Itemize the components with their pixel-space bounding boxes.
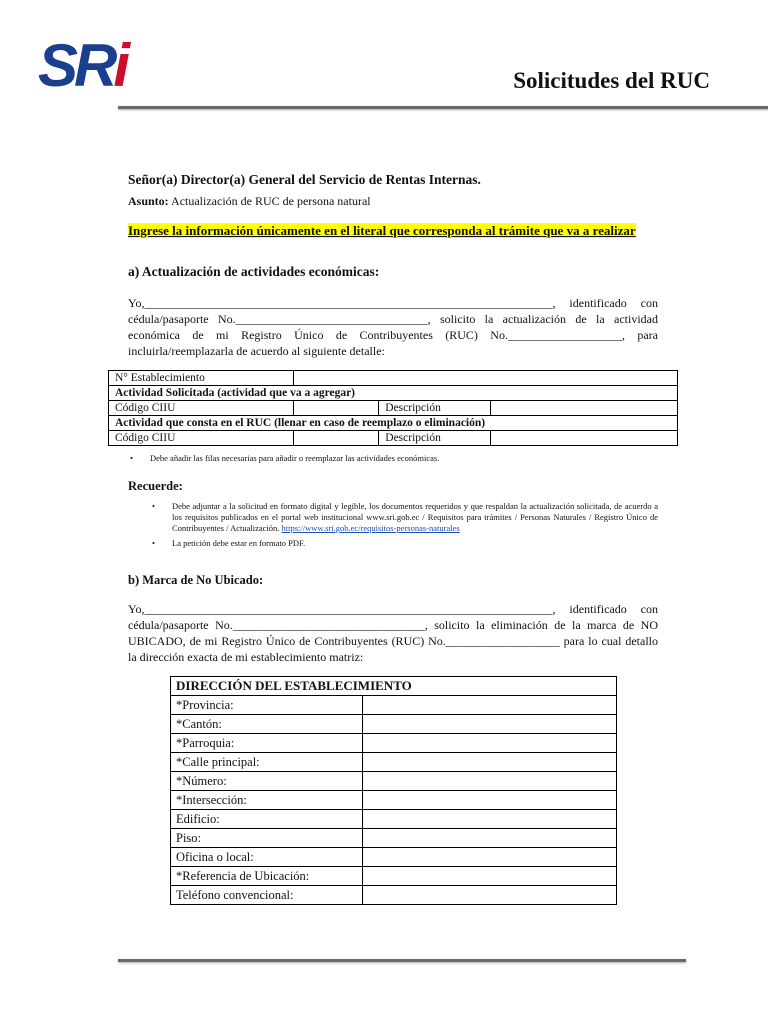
table-note: • Debe añadir las filas necesarias para añadir o reemplazar las actividades económicas. bbox=[128, 453, 658, 464]
addressee: Señor(a) Director(a) General del Servicio de Rentas Internas. bbox=[128, 172, 481, 187]
subject-line bbox=[128, 194, 658, 209]
table-row bbox=[109, 371, 678, 386]
table-note-list bbox=[128, 453, 658, 464]
address-field-input[interactable] bbox=[362, 772, 616, 791]
address-field-input[interactable] bbox=[362, 715, 616, 734]
reminder-list bbox=[150, 501, 658, 549]
footer-divider bbox=[118, 959, 686, 962]
table-row bbox=[109, 416, 678, 431]
address-field-input[interactable] bbox=[362, 791, 616, 810]
address-field-label: Piso: bbox=[171, 829, 363, 848]
table-row bbox=[171, 867, 617, 886]
table-row bbox=[171, 848, 617, 867]
establishment-label: N° Establecimiento bbox=[109, 371, 294, 386]
section-b-title: b) Marca de No Ubicado: bbox=[128, 573, 264, 587]
requested-activity-header: Actividad Solicitada (actividad que va a agregar) bbox=[109, 386, 678, 401]
table-row bbox=[171, 772, 617, 791]
table-row bbox=[171, 677, 617, 696]
header-divider bbox=[118, 106, 768, 109]
section-a-paragraph: Yo,____________________________________________________________________, identificado con cédula/pasaporte No.________________________________, solicito la actualización de la actividad económica de mi Registro Único de Contribuyentes (RUC) No.___________________, para incluirla/reemplazarla de acuerdo al siguiente detalle: bbox=[128, 296, 658, 358]
highlighted-notice: Ingrese la información únicamente en el literal que corresponda al trámite que va a realizar bbox=[128, 223, 636, 238]
table-row bbox=[171, 734, 617, 753]
address-table bbox=[170, 676, 617, 905]
address-field-label: *Número: bbox=[171, 772, 363, 791]
table-row bbox=[171, 810, 617, 829]
table-row bbox=[109, 431, 678, 446]
reminder-title: Recuerde: bbox=[128, 479, 183, 493]
address-field-input[interactable] bbox=[362, 886, 616, 905]
address-field-label: Teléfono convencional: bbox=[171, 886, 363, 905]
address-table-header: DIRECCIÓN DEL ESTABLECIMIENTO bbox=[171, 677, 617, 696]
address-field-input[interactable] bbox=[362, 848, 616, 867]
address-field-input[interactable] bbox=[362, 867, 616, 886]
address-field-input[interactable] bbox=[362, 810, 616, 829]
list-item: • La petición debe estar en formato PDF. bbox=[150, 538, 658, 549]
address-field-label: Edificio: bbox=[171, 810, 363, 829]
table-row bbox=[171, 715, 617, 734]
table-row bbox=[171, 791, 617, 810]
list-item: • Debe adjuntar a la solicitud en formato digital y legible, los documentos requeridos y que respaldan la actualización solicitada, de acuerdo a los requisitos publicados en el portal web institucional www.sri.gob.ec / Requisitos para trámites / Personas Naturales / Registro Único de Contribuyentes / Actualización. https://www.sri.gob.ec/requisitos-personas-naturales bbox=[150, 501, 658, 534]
activities-table bbox=[108, 370, 678, 446]
establishment-field[interactable] bbox=[293, 371, 677, 386]
ciiu-field[interactable] bbox=[293, 431, 378, 446]
requirements-link[interactable]: https://www.sri.gob.ec/requisitos-personas-naturales bbox=[281, 523, 460, 533]
ciiu-field[interactable] bbox=[293, 401, 378, 416]
sri-logo: SRi bbox=[38, 32, 127, 99]
description-field[interactable] bbox=[491, 401, 678, 416]
address-field-input[interactable] bbox=[362, 753, 616, 772]
table-row bbox=[171, 829, 617, 848]
address-field-label: *Referencia de Ubicación: bbox=[171, 867, 363, 886]
address-field-label: *Provincia: bbox=[171, 696, 363, 715]
address-field-label: *Intersección: bbox=[171, 791, 363, 810]
address-field-input[interactable] bbox=[362, 696, 616, 715]
address-field-input[interactable] bbox=[362, 829, 616, 848]
address-field-input[interactable] bbox=[362, 734, 616, 753]
address-field-label: Oficina o local: bbox=[171, 848, 363, 867]
description-field[interactable] bbox=[491, 431, 678, 446]
ciiu-label: Código CIIU bbox=[109, 401, 294, 416]
table-row bbox=[171, 753, 617, 772]
existing-activity-header: Actividad que consta en el RUC (llenar en caso de reemplazo o eliminación) bbox=[109, 416, 678, 431]
subject-label: Asunto: bbox=[128, 194, 169, 208]
ciiu-label: Código CIIU bbox=[109, 431, 294, 446]
table-row bbox=[171, 696, 617, 715]
page-title: Solicitudes del RUC bbox=[513, 68, 710, 93]
table-row bbox=[109, 401, 678, 416]
subject-value: Actualización de RUC de persona natural bbox=[168, 194, 371, 208]
address-field-label: *Parroquia: bbox=[171, 734, 363, 753]
description-label: Descripción bbox=[379, 401, 491, 416]
table-row bbox=[109, 386, 678, 401]
section-a-title: a) Actualización de actividades económicas: bbox=[128, 264, 380, 279]
address-field-label: *Calle principal: bbox=[171, 753, 363, 772]
description-label: Descripción bbox=[379, 431, 491, 446]
section-b-paragraph: Yo,____________________________________________________________________, identificado con cédula/pasaporte No.________________________________, solicito la eliminación de la marca de NO UBICADO, de mi Registro Único de Contribuyentes (RUC) No.___________________ para lo cual detallo la dirección exacta de mi establecimiento matriz: bbox=[128, 602, 658, 664]
address-field-label: *Cantón: bbox=[171, 715, 363, 734]
table-row bbox=[171, 886, 617, 905]
